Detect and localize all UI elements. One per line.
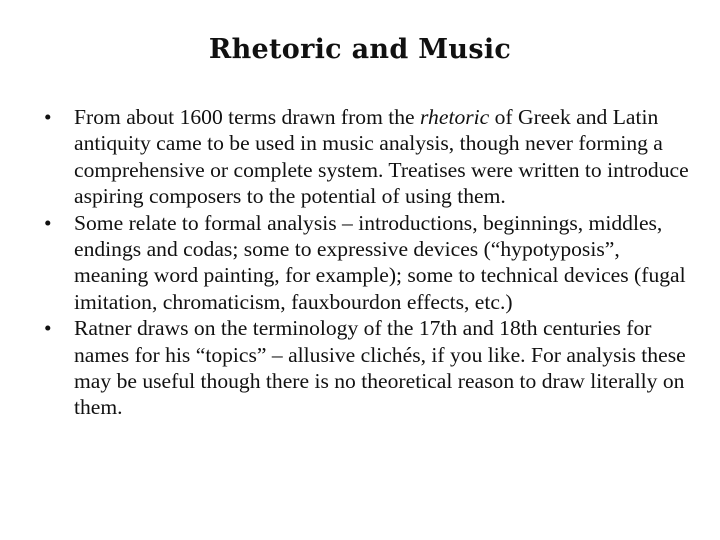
bullet-item-2 <box>44 210 694 316</box>
bullet-text-2: Some relate to formal analysis – introductions, beginnings, middles, endings and codas; some to expressive devices (“hypotyposis”, meaning word painting, for example); some to technical devices (fugal imitation, chromaticism, fauxbourdon effects, etc.) <box>74 210 686 314</box>
bullet-item-3 <box>44 315 694 421</box>
bullet-text-1-before: From about 1600 terms drawn from the <box>74 105 421 129</box>
bullet-marker-icon: • <box>44 210 52 235</box>
bullet-text-3: Ratner draws on the terminology of the 17th and 18th centuries for names for his “topics” – allusive clichés, if you like. For analysis these may be useful though there is no theoretical reason to draw literally on them. <box>74 316 686 420</box>
slide-title: Rhetoric and Music <box>208 34 512 65</box>
bullet-item-1 <box>44 104 694 210</box>
bullet-text-1-emphasis: rhetoric <box>420 105 490 129</box>
bullet-marker-icon: • <box>44 105 52 129</box>
bullet-text-1-after: of Greek and Latin antiquity came to be used in music analysis, though never forming a comprehensive or complete system. Treatises were written to introduce aspiring composers to the potential of using them. <box>74 105 689 209</box>
bullet-list <box>44 104 694 421</box>
bullet-marker-icon: • <box>44 316 52 341</box>
